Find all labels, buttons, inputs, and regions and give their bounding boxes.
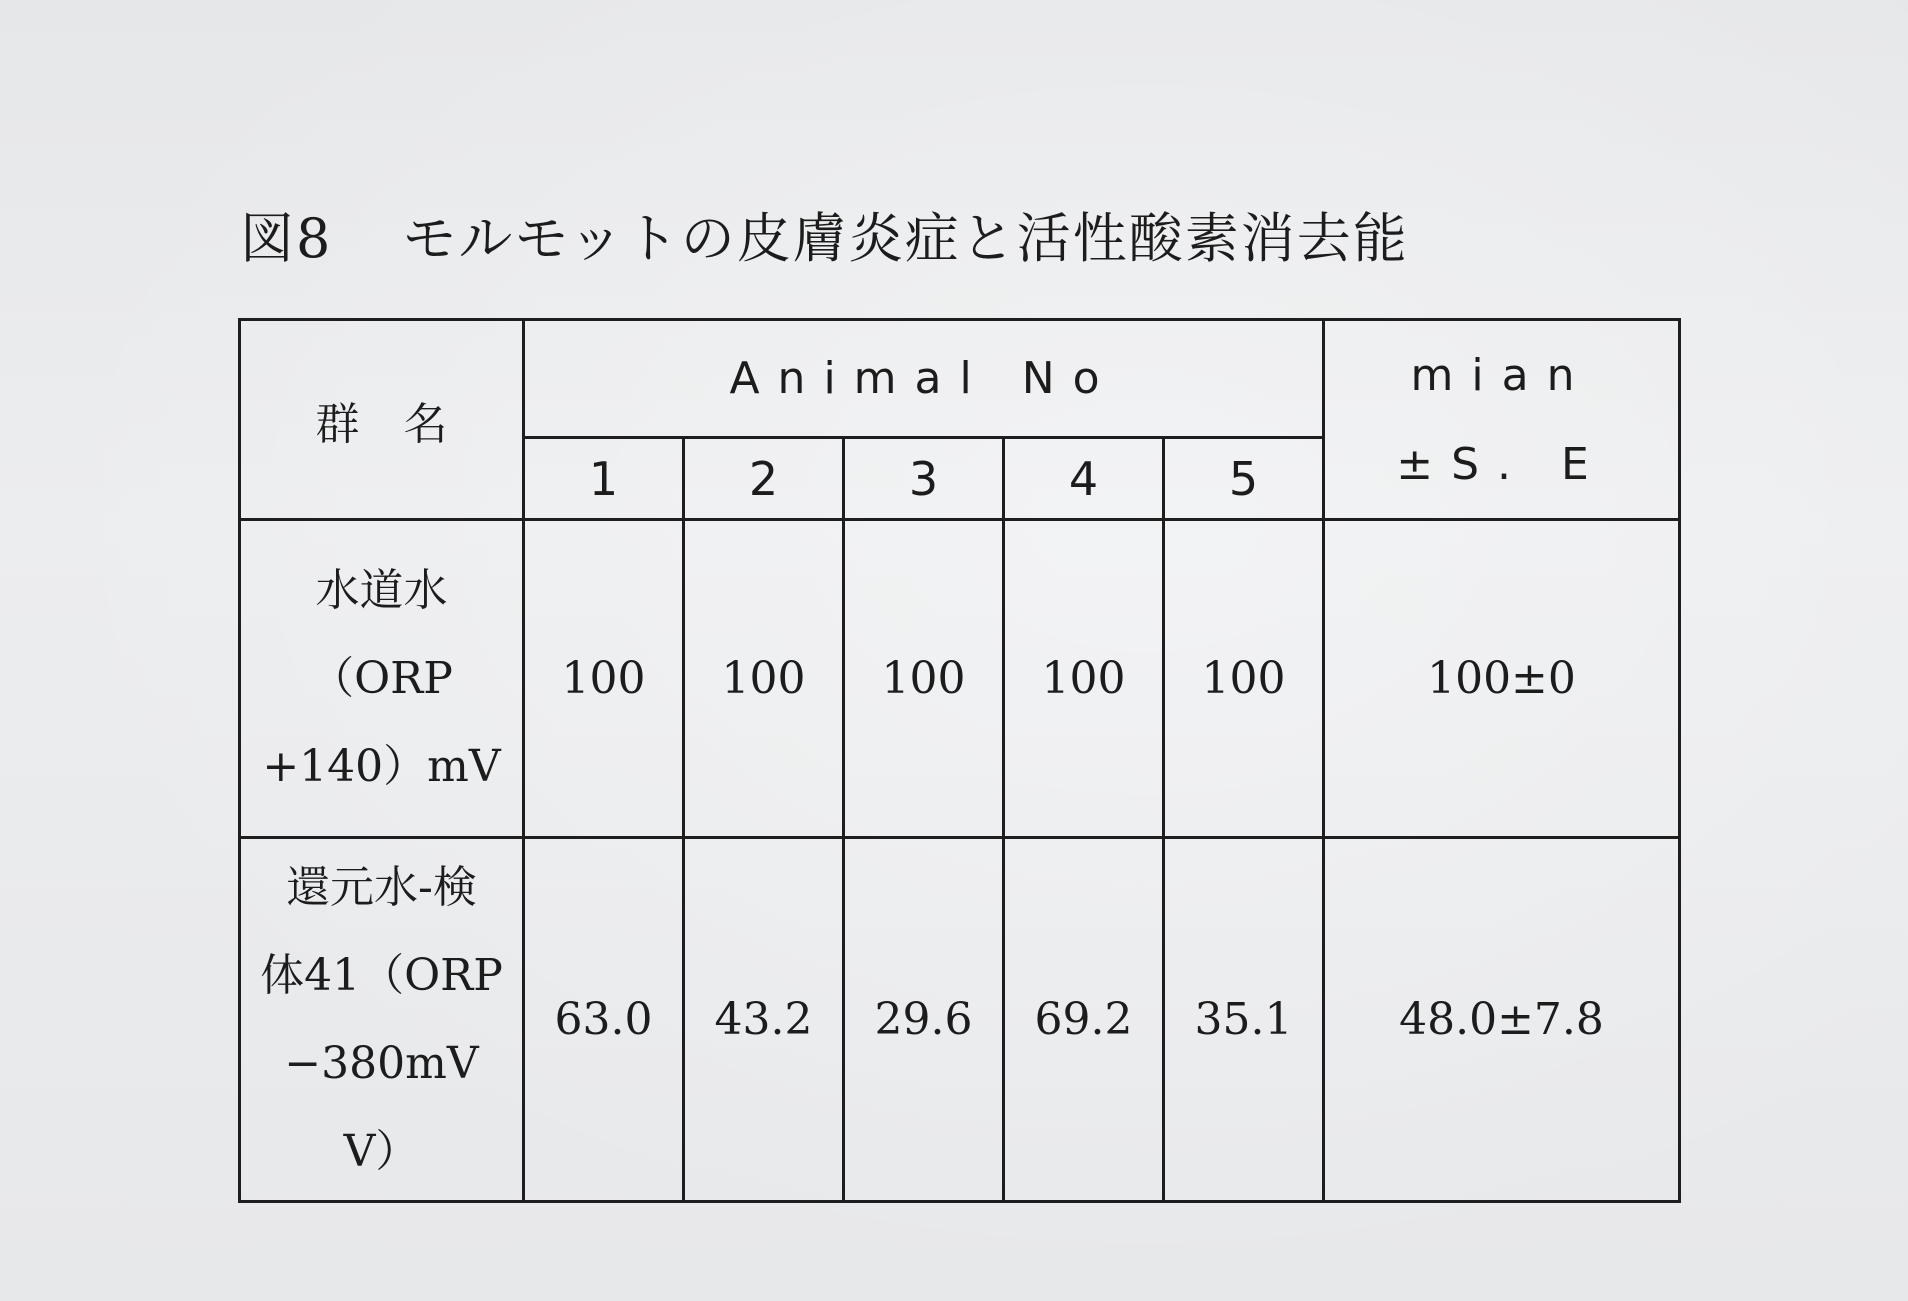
group-name-header: 群 名: [240, 320, 524, 520]
mean-cell: 100±0: [1324, 520, 1680, 838]
table-row: [240, 838, 1680, 1202]
value-cell: 100: [524, 520, 684, 838]
header-row-1: [240, 320, 1680, 438]
group-line: 体41（ORP: [260, 949, 503, 1001]
group-name-cell: [240, 520, 524, 838]
value-cell: 100: [1004, 520, 1164, 838]
results-table: [238, 318, 1681, 1203]
animal-number-2: 2: [684, 438, 844, 520]
value-cell: 100: [684, 520, 844, 838]
group-line: V）: [343, 1125, 420, 1177]
animal-number-3: 3: [844, 438, 1004, 520]
value-cell: 29.6: [844, 838, 1004, 1202]
group-name-cell: [240, 838, 524, 1202]
figure-caption: [240, 196, 1409, 273]
animal-number-1: 1: [524, 438, 684, 520]
table-row: [240, 520, 1680, 838]
value-cell: 100: [844, 520, 1004, 838]
animal-number-4: 4: [1004, 438, 1164, 520]
value-cell: 69.2: [1004, 838, 1164, 1202]
value-cell: 100: [1164, 520, 1324, 838]
group-line: −380mV: [284, 1037, 479, 1089]
figure-title: モルモットの皮膚炎症と活性酸素消去能: [402, 207, 1409, 270]
group-line: +140）mV: [262, 740, 501, 792]
group-line: （ORP: [310, 652, 453, 704]
animal-no-header: Animal No: [524, 320, 1324, 438]
figure-number: 図8: [240, 207, 333, 270]
mean-se-header: [1324, 320, 1680, 520]
value-cell: 35.1: [1164, 838, 1324, 1202]
group-line: 水道水: [315, 564, 448, 616]
animal-number-5: 5: [1164, 438, 1324, 520]
mean-cell: 48.0±7.8: [1324, 838, 1680, 1202]
value-cell: 63.0: [524, 838, 684, 1202]
value-cell: 43.2: [684, 838, 844, 1202]
group-line: 還元水-検: [286, 861, 477, 913]
mean-header-line1: mian: [1410, 349, 1593, 401]
mean-header-line2: ±S. E: [1396, 438, 1607, 490]
